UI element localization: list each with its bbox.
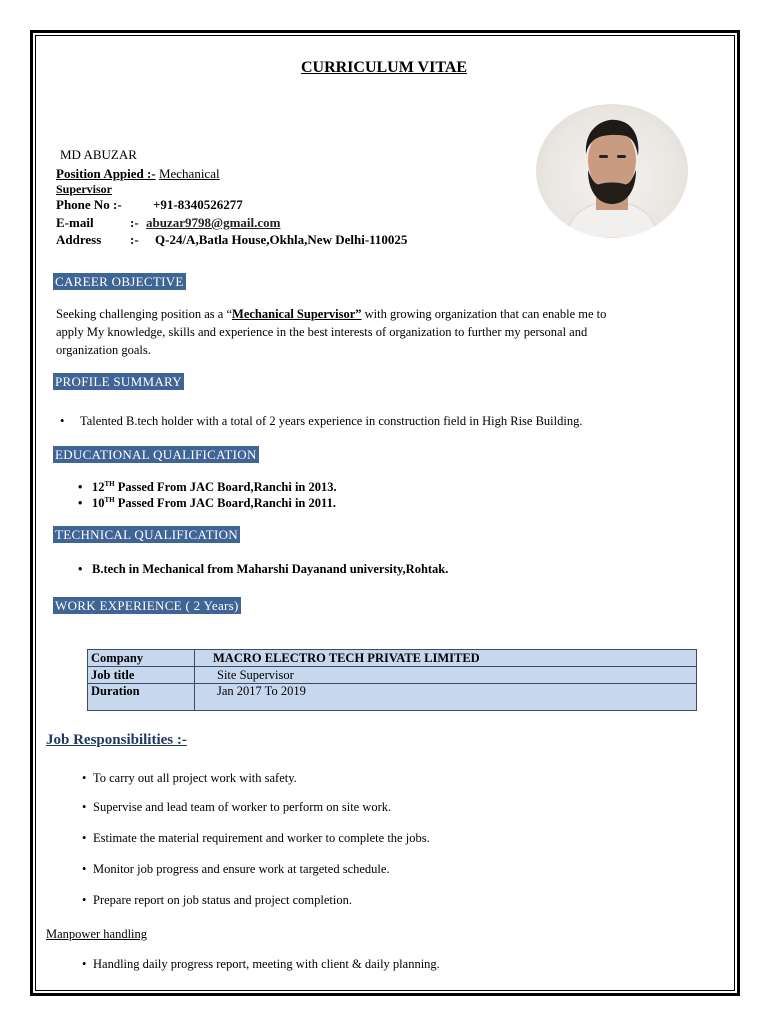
phone-value: +91-8340526277 <box>153 197 243 212</box>
list-item: • 12TH Passed From JAC Board,Ranchi in 2013. <box>78 480 337 494</box>
email-label: E-mail <box>56 215 94 230</box>
career-objective-line2: apply My knowledge, skills and experience in the best interests of organization to further my personal and <box>56 325 588 339</box>
email-link[interactable]: abuzar9798@gmail.com <box>146 215 281 230</box>
section-educational-qualification: EDUCATIONAL QUALIFICATION <box>55 447 257 462</box>
table-key-cell: Job title <box>88 667 195 684</box>
list-item: • 10TH Passed From JAC Board,Ranchi in 2011. <box>78 496 336 510</box>
section-work-experience: WORK EXPERIENCE ( 2 Years) <box>55 598 239 613</box>
table-row <box>88 650 697 667</box>
section-career-objective: CAREER OBJECTIVE <box>55 274 184 289</box>
table-row <box>88 667 697 684</box>
bullet-icon: • <box>82 957 87 971</box>
candidate-name: MD ABUZAR <box>60 147 137 162</box>
list-item: • To carry out all project work with safety. <box>82 771 297 785</box>
person-portrait-icon <box>536 104 688 238</box>
address-label: Address <box>56 232 102 247</box>
list-item: • Supervise and lead team of worker to perform on site work. <box>82 800 392 814</box>
table-key-cell: Duration <box>88 684 195 711</box>
bullet-icon: • <box>78 496 83 510</box>
job-responsibilities-heading: Job Responsibilities :- <box>46 732 187 748</box>
bullet-icon: • <box>78 480 83 494</box>
address-value: Q-24/A,Batla House,Okhla,New Delhi-110025 <box>155 232 408 247</box>
list-item: • Prepare report on job status and project completion. <box>82 893 352 907</box>
table-key-cell: Company <box>88 650 195 667</box>
list-item: • B.tech in Mechanical from Maharshi Dayanand university,Rohtak. <box>78 562 449 576</box>
document-title: CURRICULUM VITAE <box>300 59 468 76</box>
section-profile-summary: PROFILE SUMMARY <box>55 374 182 389</box>
bullet-icon: • <box>82 831 87 845</box>
bullet-icon: • <box>82 800 87 814</box>
bullet-icon: • <box>82 893 87 907</box>
email-sep: :- <box>130 215 139 230</box>
list-item: • Talented B.tech holder with a total of 2 years experience in construction field in High Rise Building. <box>60 414 583 428</box>
career-objective-line3: organization goals. <box>56 343 151 357</box>
bullet-icon: • <box>82 771 87 785</box>
list-item: • Estimate the material requirement and worker to complete the jobs. <box>82 831 430 845</box>
bullet-icon: • <box>82 862 87 876</box>
section-technical-qualification: TECHNICAL QUALIFICATION <box>55 527 238 542</box>
phone-label: Phone No :- <box>56 197 122 212</box>
table-value-cell: Jan 2017 To 2019 <box>195 684 697 711</box>
career-objective-line1: Seeking challenging position as a “Mechanical Supervisor” with growing organization that can enable me to <box>56 307 607 321</box>
work-experience-table <box>87 649 697 711</box>
list-item: • Monitor job progress and ensure work at targeted schedule. <box>82 862 390 876</box>
table-value-cell: Site Supervisor <box>195 667 697 684</box>
table-value-cell: MACRO ELECTRO TECH PRIVATE LIMITED <box>195 650 697 667</box>
list-item: • Handling daily progress report, meeting with client & daily planning. <box>82 957 440 971</box>
table-row <box>88 684 697 711</box>
career-objective-text <box>56 305 712 359</box>
position-applied-cont: Supervisor <box>56 182 113 196</box>
bullet-icon: • <box>78 562 83 576</box>
position-applied: Position Appied :- Mechanical <box>56 166 220 181</box>
manpower-heading: Manpower handling <box>46 927 148 941</box>
address-sep: :- <box>130 232 139 247</box>
bullet-icon: • <box>60 414 65 428</box>
profile-photo <box>536 104 688 238</box>
